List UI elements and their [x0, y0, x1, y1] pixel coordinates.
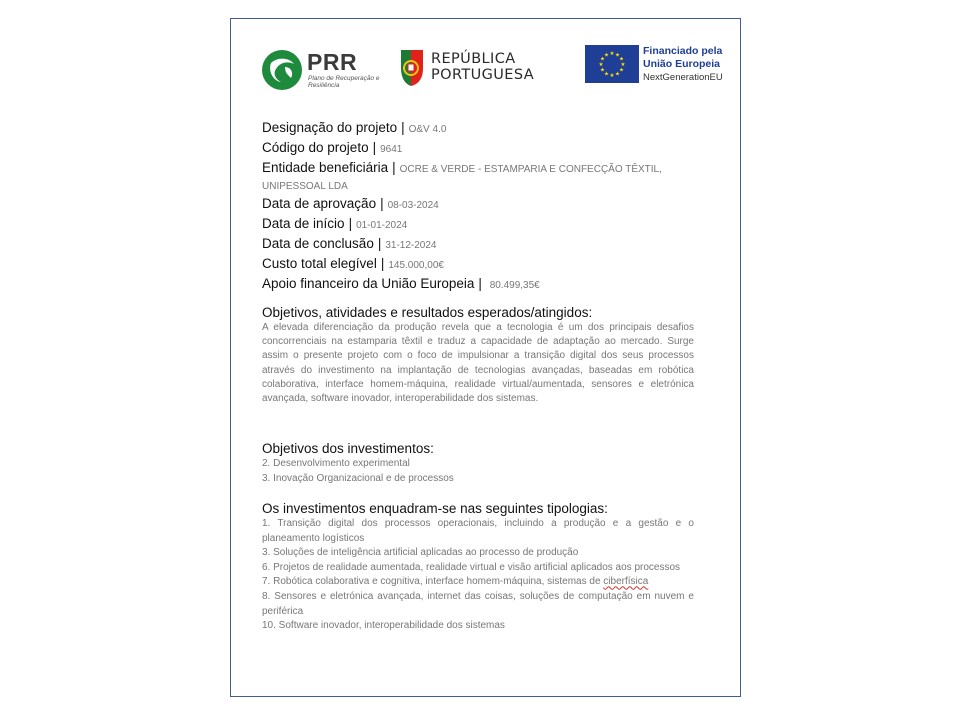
eu-star-icon: ★	[604, 71, 609, 78]
codigo-row	[262, 139, 702, 159]
eu-funding-logo	[585, 45, 735, 89]
eu-star-icon: ★	[620, 62, 626, 68]
entidade-value-continued: UNIPESSOAL LDA	[262, 181, 348, 192]
prr-title: PRR	[307, 49, 358, 75]
investimentos-item: 3. Inovação Organizacional e de processos	[262, 472, 454, 484]
entidade-row	[262, 159, 702, 179]
inicio-label: Data de início	[262, 216, 345, 231]
republica-portuguesa-text	[431, 51, 534, 83]
prr-emblem-icon	[261, 49, 303, 91]
separator: |	[478, 276, 482, 291]
tipologia-item: 8. Sensores e eletrónica avançada, internet das coisas, soluções de computação em nuvem e periférica	[262, 590, 694, 617]
custo-label: Custo total elegível	[262, 256, 377, 271]
eu-star-icon: ★	[615, 71, 620, 78]
eu-star-icon: ★	[598, 62, 604, 68]
tipologia-item: 10. Software inovador, interoperabilidade dos sistemas	[262, 620, 505, 632]
eu-flag-icon	[585, 45, 639, 83]
tipologia-item-text: 7. Robótica colaborativa e cognitiva, interface homem-máquina, sistemas de	[262, 576, 601, 588]
objetivos-text: A elevada diferenciação da produção revela que a tecnologia é um dos principais desafios concorrenciais na estamparia têxtil e traduz a capacidade de adaptação ao mercado. Surge assim o presente projeto com o foco de impulsionar a transição digital dos seus processos através do investimento na implantação de tecnologias avançadas, baseadas em robótica colaborativa, interface homem-máquina, realidade virtual/aumentada, sensores e eletrónica avançada, software inovador, interoperabilidade dos sistemas.	[262, 322, 694, 405]
tipologia-item: 1. Transição digital dos processos operacionais, incluindo a produção e a gestão e o planeamento logísticos	[262, 518, 694, 544]
spellcheck-word: ciberfísica	[603, 576, 649, 588]
investimentos-heading: Objetivos dos investimentos:	[262, 441, 434, 456]
prr-subtitle: Plano de Recuperação e Resiliência	[308, 75, 380, 89]
conclusao-value: 31-12-2024	[385, 240, 437, 251]
republica-portuguesa-logo	[397, 48, 547, 92]
eu-star-icon: ★	[619, 56, 624, 63]
objetivos-section	[262, 304, 694, 406]
eu-star-icon: ★	[600, 67, 605, 74]
logo-row	[261, 45, 721, 95]
designacao-row	[262, 119, 702, 139]
designacao-value: O&V 4.0	[408, 124, 447, 135]
tipologia-item: 3. Soluções de inteligência artificial aplicadas ao processo de produção	[262, 547, 579, 559]
inicio-value: 01-01-2024	[356, 220, 408, 231]
apoio-value: 80.499,35€	[489, 280, 540, 291]
separator: |	[348, 216, 353, 231]
aprovacao-row	[262, 195, 702, 215]
eu-star-icon: ★	[615, 52, 620, 59]
custo-row	[262, 255, 702, 275]
tipologia-item: 6. Projetos de realidade aumentada, realidade virtual e visão artificial aplicados aos processos	[262, 561, 681, 573]
document-page	[230, 18, 741, 697]
codigo-label: Código do projeto	[262, 140, 369, 155]
project-info	[262, 119, 702, 295]
conclusao-label: Data de conclusão	[262, 236, 374, 251]
tipologias-section	[262, 500, 694, 634]
entidade-label: Entidade beneficiária	[262, 160, 389, 175]
aprovacao-value: 08-03-2024	[387, 200, 439, 211]
eu-line-nextgen: NextGenerationEU	[643, 72, 723, 83]
apoio-row	[262, 275, 702, 295]
investimentos-section	[262, 440, 694, 486]
separator: |	[401, 120, 405, 135]
eu-line-uniao: União Europeia	[643, 58, 721, 70]
eu-star-icon: ★	[600, 56, 605, 63]
conclusao-row	[262, 235, 702, 255]
separator: |	[392, 160, 396, 175]
eu-star-icon: ★	[604, 52, 609, 59]
separator: |	[372, 140, 377, 155]
eu-star-icon: ★	[609, 73, 615, 79]
entidade-value: OCRE & VERDE - ESTAMPARIA E CONFECÇÃO TÊXTIL,	[399, 164, 662, 175]
codigo-value: 9641	[380, 144, 403, 155]
portuguesa-line: PORTUGUESA	[431, 67, 535, 83]
prr-logo	[261, 47, 381, 93]
aprovacao-label: Data de aprovação	[262, 196, 377, 211]
separator: |	[380, 256, 385, 271]
separator: |	[380, 196, 384, 211]
eu-star-icon: ★	[609, 51, 615, 57]
eu-line-financiado: Financiado pela	[643, 45, 723, 57]
investimentos-item: 2. Desenvolvimento experimental	[262, 458, 410, 469]
eu-funding-text	[643, 45, 723, 84]
tipologias-heading: Os investimentos enquadram-se nas seguintes tipologias:	[262, 501, 608, 516]
eu-star-icon: ★	[619, 67, 624, 74]
portugal-flag-icon	[397, 48, 427, 88]
designacao-label: Designação do projeto	[262, 120, 398, 135]
republica-line: REPÚBLICA	[431, 51, 516, 67]
separator: |	[377, 236, 382, 251]
tipologia-item	[262, 575, 694, 590]
apoio-label: Apoio financeiro da União Europeia	[262, 276, 475, 291]
inicio-row	[262, 215, 702, 235]
custo-value: 145.000,00€	[388, 260, 444, 271]
objetivos-heading: Objetivos, atividades e resultados esperados/atingidos:	[262, 305, 593, 320]
